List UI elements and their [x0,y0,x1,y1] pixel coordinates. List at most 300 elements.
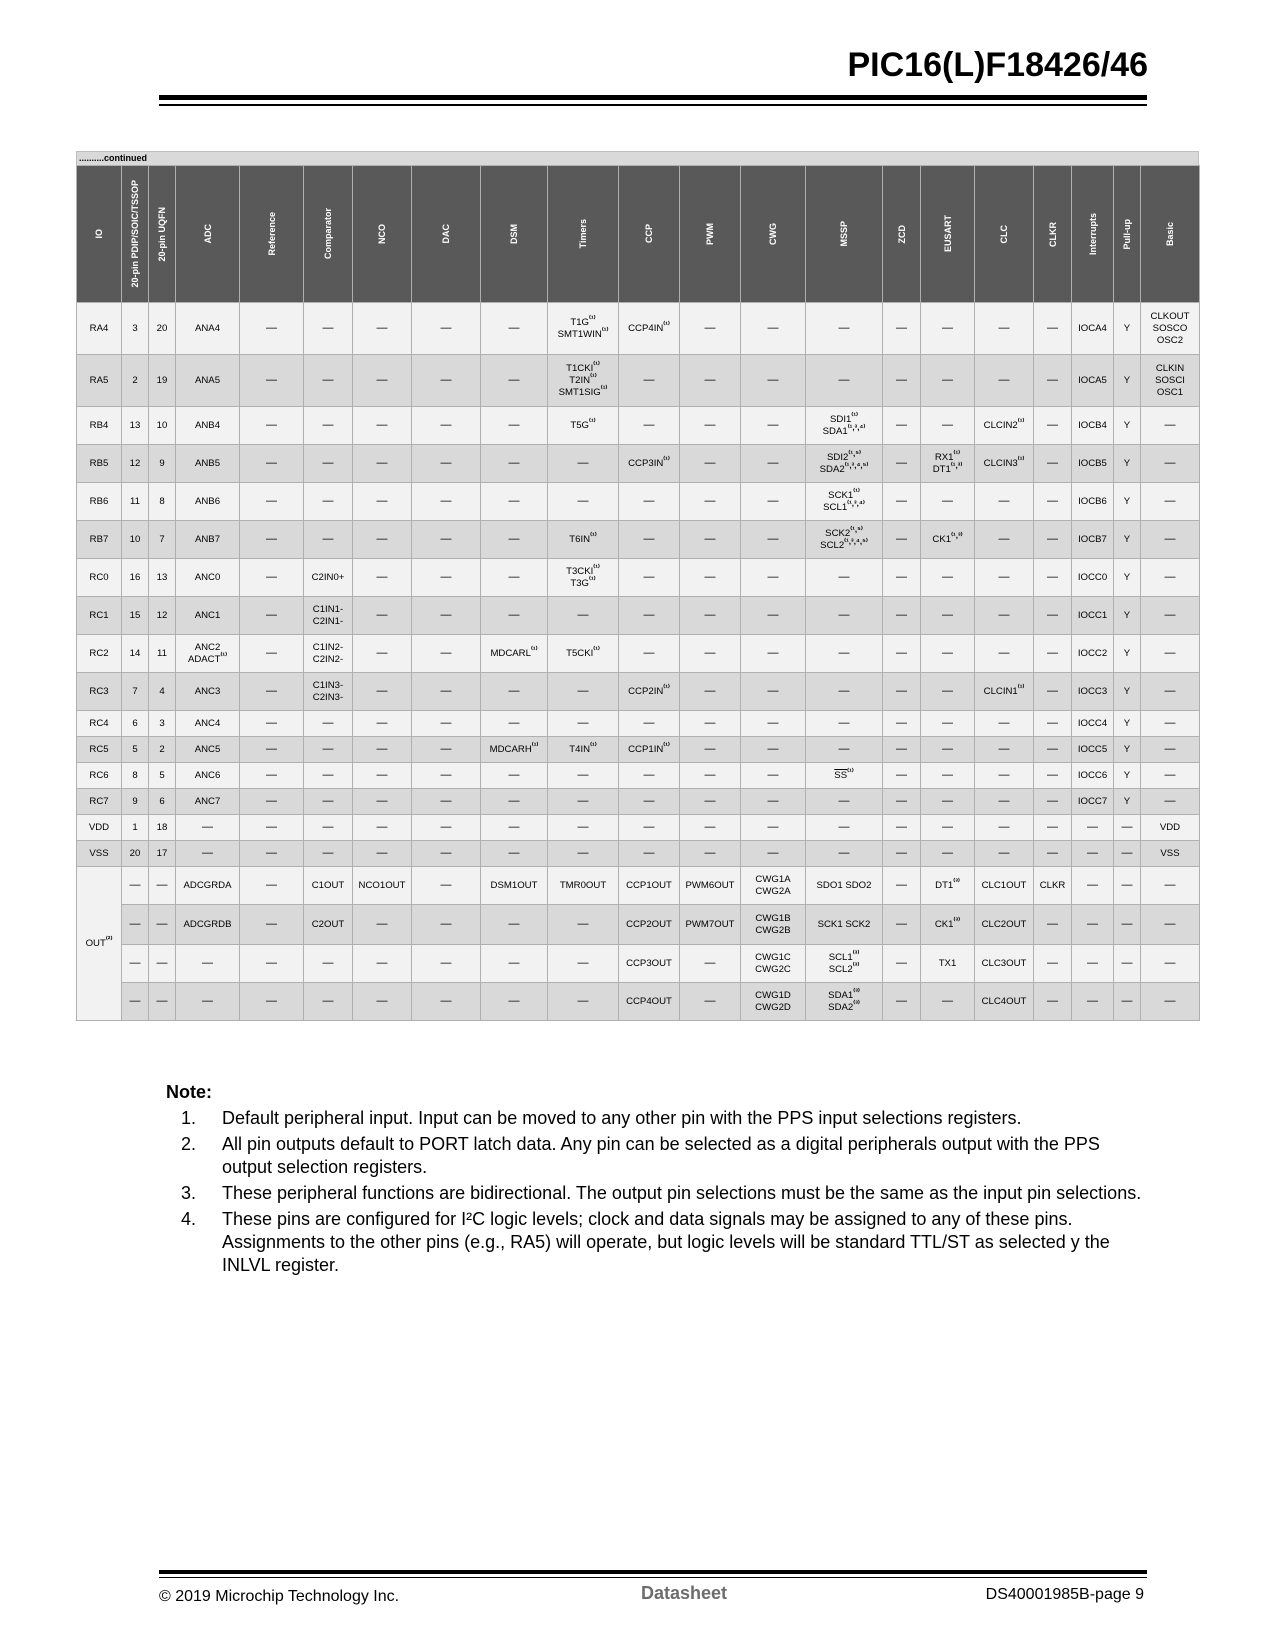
table-cell: IOCA5 [1072,355,1114,407]
table-cell: — [412,905,481,945]
table-cell: $SCK2^{^{(1},^{5)}}$ $SCL2^{^{(1},^3,^4,^{5)}}$ [806,521,883,559]
table-cell: — [883,905,921,945]
table-cell: 8 [149,483,176,521]
table-cell: 20 [122,841,149,867]
table-cell: — [921,789,975,815]
table-cell: — [1072,841,1114,867]
pin-name-cell: RC4 [77,711,122,737]
column-header [304,166,353,303]
table-row [77,407,1200,445]
table-cell: — [1072,815,1114,841]
table-cell: IOCC0 [1072,559,1114,597]
table-cell: — [1034,355,1072,407]
footer-copyright: © 2019 Microchip Technology Inc. [159,1588,400,1605]
column-header [806,166,883,303]
table-cell: — [304,945,353,983]
table-cell: — [741,559,806,597]
table-cell: — [883,303,921,355]
table-cell: — [1072,983,1114,1021]
table-cell: — [741,737,806,763]
table-cell: — [412,867,481,905]
table-cell: — [1141,763,1200,789]
table-cell: — [680,737,741,763]
column-header-label: CWG [768,223,778,245]
table-cell: — [412,737,481,763]
table-cell: — [353,711,412,737]
table-cell: ANB6 [176,483,240,521]
table-cell: 4 [149,673,176,711]
table-cell: — [412,711,481,737]
table-cell: 7 [122,673,149,711]
table-cell: — [619,815,680,841]
table-cell: $CK1^{^{(3)}}$ [921,905,975,945]
table-cell: — [619,635,680,673]
table-cell: 5 [122,737,149,763]
table-cell: — [240,945,304,983]
table-cell: — [741,841,806,867]
table-cell: — [176,945,240,983]
table-cell: C2OUT [304,905,353,945]
note-text: All pin outputs default to PORT latch data. Any pin can be selected as a digital peripherals output with the PPS output selection registers. [222,1134,1100,1177]
table-cell: — [353,841,412,867]
table-cell: — [353,789,412,815]
table-cell: IOCC4 [1072,711,1114,737]
table-cell: — [680,445,741,483]
table-cell: Y [1114,559,1141,597]
column-header-label: ADC [202,224,213,244]
table-cell: $T5CKI^{^{(1)}}$ [548,635,619,673]
table-cell: — [548,763,619,789]
table-cell: 3 [122,303,149,355]
table-cell: — [548,789,619,815]
table-cell: — [883,355,921,407]
table-cell: — [412,303,481,355]
table-cell: IOCB4 [1072,407,1114,445]
table-cell: — [548,673,619,711]
table-cell: — [149,945,176,983]
table-cell: — [619,355,680,407]
table-cell: $T1G^{^{(1)}}$ $SMT1WIN^{^{(1)}}$ [548,303,619,355]
note-item [166,1208,1146,1277]
note-item [166,1133,1146,1179]
table-row [77,815,1200,841]
table-cell: — [680,635,741,673]
table-cell: — [975,483,1034,521]
table-cell: Y [1114,407,1141,445]
table-cell: 5 [149,763,176,789]
table-cell: IOCB6 [1072,483,1114,521]
table-row [77,521,1200,559]
table-cell: 18 [149,815,176,841]
table-cell: $CCP4IN^{^{(1)}}$ [619,303,680,355]
table-cell: — [921,763,975,789]
table-cell: — [1034,303,1072,355]
table-cell: — [741,483,806,521]
column-header-label: NCO [377,224,387,244]
table-cell: VDD [1141,815,1200,841]
table-cell: — [975,635,1034,673]
table-cell: — [806,635,883,673]
column-header [149,166,176,303]
table-cell: — [741,407,806,445]
table-cell: $T3CKI^{^{(1)}}$ $T3G^{^{(1)}}$ [548,559,619,597]
table-row [77,737,1200,763]
table-cell: — [1072,945,1114,983]
column-header [77,166,122,303]
table-cell: — [122,867,149,905]
table-cell: — [481,789,548,815]
table-cell: 7 [149,521,176,559]
pin-name-cell: RC7 [77,789,122,815]
table-cell: — [883,635,921,673]
note-item [166,1107,1146,1130]
column-header-label: Interrupts [1087,212,1098,255]
table-cell: — [481,483,548,521]
table-cell: — [680,841,741,867]
table-cell: — [353,945,412,983]
table-cell: — [883,407,921,445]
table-cell: — [122,983,149,1021]
table-cell: $\overline{SS}^{^{(1)}}$ [806,763,883,789]
table-cell: $CCP3IN^{^{(1)}}$ [619,445,680,483]
table-cell: — [1141,789,1200,815]
table-cell: — [304,789,353,815]
table-cell: — [1141,521,1200,559]
table-row [77,763,1200,789]
table-cell: — [1141,983,1200,1021]
table-cell: — [680,559,741,597]
table-cell: — [975,815,1034,841]
table-cell: Y [1114,355,1141,407]
table-row [77,867,1200,905]
table-cell: — [1114,945,1141,983]
header-rule [159,95,1147,100]
table-cell: — [806,711,883,737]
table-cell: — [481,905,548,945]
table-cell: — [806,559,883,597]
table-cell: — [883,521,921,559]
column-header [353,166,412,303]
table-cell: Y [1114,445,1141,483]
table-cell: — [921,983,975,1021]
table-cell: — [975,521,1034,559]
table-cell: — [741,521,806,559]
table-cell: — [412,559,481,597]
table-cell: — [921,673,975,711]
table-cell: — [240,841,304,867]
table-cell: — [741,635,806,673]
table-cell: — [1141,737,1200,763]
table-cell: — [806,355,883,407]
pin-allocation-table [76,165,1200,1021]
table-cell: ANC5 [176,737,240,763]
table-cell: $RX1^{^{(1)}}$ $DT1^{^{(1},^{3)}}$ [921,445,975,483]
table-cell: — [240,445,304,483]
table-cell: — [240,635,304,673]
table-cell: — [412,945,481,983]
pin-allocation-table-wrapper [76,151,1199,1021]
header-rule-thin [159,104,1147,106]
table-cell: — [304,815,353,841]
table-cell: — [548,597,619,635]
footer-page-number: DS40001985B-page 9 [985,1586,1144,1603]
table-cell: 1 [122,815,149,841]
table-cell: — [353,983,412,1021]
table-cell: ANC4 [176,711,240,737]
table-cell: 11 [122,483,149,521]
table-cell: — [240,789,304,815]
table-cell: — [304,483,353,521]
table-cell: — [921,815,975,841]
table-cell: — [680,407,741,445]
column-header-label: MSSP [839,221,849,247]
pin-name-cell: RA4 [77,303,122,355]
table-row [77,905,1200,945]
table-cell: — [741,303,806,355]
column-header-label: EUSART [942,215,953,253]
table-cell: — [240,483,304,521]
table-cell: — [304,711,353,737]
table-cell: — [412,445,481,483]
table-row [77,945,1200,983]
table-cell: — [304,841,353,867]
table-cell: — [1141,673,1200,711]
table-cell: $SCK1^{^{(1)}}$ $SCL1^{^{(1},^3,^{4)}}$ [806,483,883,521]
table-cell: VSS [1141,841,1200,867]
table-cell: — [1114,841,1141,867]
pin-name-cell: RB4 [77,407,122,445]
table-cell: Y [1114,711,1141,737]
table-cell: — [149,867,176,905]
table-cell: — [176,841,240,867]
table-cell: $SDA1^{^{(3)}}$ $SDA2^{^{(3)}}$ [806,983,883,1021]
table-cell: — [353,521,412,559]
table-cell: — [412,355,481,407]
table-row [77,303,1200,355]
table-cell: 11 [149,635,176,673]
table-cell: — [1114,905,1141,945]
table-cell: SCK1 SCK2 [806,905,883,945]
table-cell: CCP3OUT [619,945,680,983]
table-cell: — [883,789,921,815]
table-cell: — [412,673,481,711]
table-cell: — [680,983,741,1021]
table-cell: — [481,673,548,711]
table-cell: C2IN0+ [304,559,353,597]
table-cell: — [741,711,806,737]
table-cell: $T6IN^{^{(1)}}$ [548,521,619,559]
table-cell: 10 [149,407,176,445]
table-cell: — [481,597,548,635]
table-cell: ANC1 [176,597,240,635]
pin-name-cell: RB5 [77,445,122,483]
table-cell: CWG1B CWG2B [741,905,806,945]
table-cell: — [481,355,548,407]
table-cell: — [741,815,806,841]
table-cell: IOCC1 [1072,597,1114,635]
table-cell: — [353,763,412,789]
table-cell: $SDI2^{^{(1},^{5)}}$ $SDA2^{^{(1},^3,^4,^{5)}}$ [806,445,883,483]
table-cell: ANC7 [176,789,240,815]
table-cell: — [741,597,806,635]
table-cell: — [122,945,149,983]
table-cell: ANC6 [176,763,240,789]
table-cell: Y [1114,597,1141,635]
table-cell: CWG1D CWG2D [741,983,806,1021]
table-cell: — [680,521,741,559]
table-cell: $MDCARL^{^{(1)}}$ [481,635,548,673]
table-cell: — [975,597,1034,635]
table-cell: — [741,445,806,483]
table-cell: — [806,841,883,867]
table-cell: — [412,841,481,867]
table-cell: — [412,521,481,559]
table-cell: — [304,407,353,445]
table-cell: — [353,407,412,445]
column-header-label: 20-pin UQFN [157,206,167,262]
table-cell: — [975,559,1034,597]
table-cell: — [883,597,921,635]
table-cell: — [304,521,353,559]
table-cell: — [883,867,921,905]
table-row [77,597,1200,635]
table-cell: — [975,355,1034,407]
table-cell: — [1141,559,1200,597]
table-cell: — [481,841,548,867]
table-cell: — [1034,483,1072,521]
table-cell: NCO1OUT [353,867,412,905]
column-header [240,166,304,303]
table-cell: — [481,559,548,597]
table-cell: — [1114,983,1141,1021]
table-cell: $T5G^{^{(1)}}$ [548,407,619,445]
table-cell: ADCGRDB [176,905,240,945]
table-row [77,635,1200,673]
table-cell: ADCGRDA [176,867,240,905]
table-cell: 9 [122,789,149,815]
table-cell: 2 [122,355,149,407]
table-cell: ANA5 [176,355,240,407]
table-cell: — [741,789,806,815]
footer-rule [159,1570,1147,1574]
table-cell: — [548,983,619,1021]
table-cell: Y [1114,789,1141,815]
table-cell: Y [1114,763,1141,789]
table-cell: — [481,945,548,983]
table-cell: — [921,737,975,763]
pin-name-cell: RC2 [77,635,122,673]
table-cell: — [548,483,619,521]
table-cell: — [1034,789,1072,815]
table-cell: CWG1A CWG2A [741,867,806,905]
table-cell: — [680,763,741,789]
note-number: 1. [181,1108,197,1128]
table-cell: — [1114,867,1141,905]
table-cell: — [680,711,741,737]
column-header [741,166,806,303]
table-cell: CLC3OUT [975,945,1034,983]
table-cell: — [481,711,548,737]
table-cell: $CLCIN1^{^{(1)}}$ [975,673,1034,711]
table-cell: — [741,355,806,407]
table-cell: — [619,559,680,597]
table-cell: Y [1114,483,1141,521]
table-cell: — [304,445,353,483]
table-row [77,789,1200,815]
table-cell: — [1141,597,1200,635]
table-cell: $DT1^{^{(3)}}$ [921,867,975,905]
table-cell: — [240,737,304,763]
table-cell: SDO1 SDO2 [806,867,883,905]
table-cell: — [1141,635,1200,673]
table-cell: — [619,789,680,815]
out-label-cell: $OUT^{^{(2)}}$ [77,867,122,1021]
pin-name-cell: RB7 [77,521,122,559]
column-header-label: CLC [999,224,1009,244]
table-cell: — [619,841,680,867]
table-row [77,445,1200,483]
column-header-label: IO [94,229,104,239]
table-cell: ANB4 [176,407,240,445]
table-cell: $CCP1IN^{^{(1)}}$ [619,737,680,763]
table-cell: $CCP2IN^{^{(1)}}$ [619,673,680,711]
table-cell: $T4IN^{^{(1)}}$ [548,737,619,763]
pin-name-cell: VSS [77,841,122,867]
table-cell: — [240,673,304,711]
pin-name-cell: RC1 [77,597,122,635]
note-item [166,1182,1146,1205]
table-cell: CLKOUT SOSCO OSC2 [1141,303,1200,355]
document-title: PIC16(L)F18426/46 [847,46,1148,84]
table-cell: — [353,303,412,355]
table-cell: — [412,763,481,789]
notes-section [166,1082,1146,1280]
table-row [77,355,1200,407]
table-cell: — [548,815,619,841]
continued-label: ..........continued [76,151,1199,165]
table-cell: — [806,673,883,711]
table-cell: — [149,983,176,1021]
table-cell: — [1114,815,1141,841]
column-header [619,166,680,303]
table-header-row [77,166,1200,303]
table-cell: — [1141,483,1200,521]
table-cell: — [921,711,975,737]
table-cell: — [619,711,680,737]
table-cell: — [1141,867,1200,905]
table-cell: CLC1OUT [975,867,1034,905]
table-cell: — [883,763,921,789]
column-header [412,166,481,303]
table-cell: 12 [149,597,176,635]
table-cell: $CLCIN2^{^{(1)}}$ [975,407,1034,445]
table-cell: — [806,815,883,841]
table-cell: — [883,711,921,737]
table-cell: 20 [149,303,176,355]
table-cell: — [883,483,921,521]
table-cell: — [1034,711,1072,737]
table-cell: — [883,673,921,711]
table-cell: IOCC3 [1072,673,1114,711]
table-cell: 19 [149,355,176,407]
table-cell: — [1034,559,1072,597]
footer-rule-thin [159,1577,1147,1578]
table-cell: — [1034,905,1072,945]
table-cell: CCP4OUT [619,983,680,1021]
table-cell: — [353,737,412,763]
table-cell: — [921,559,975,597]
table-cell: IOCC7 [1072,789,1114,815]
